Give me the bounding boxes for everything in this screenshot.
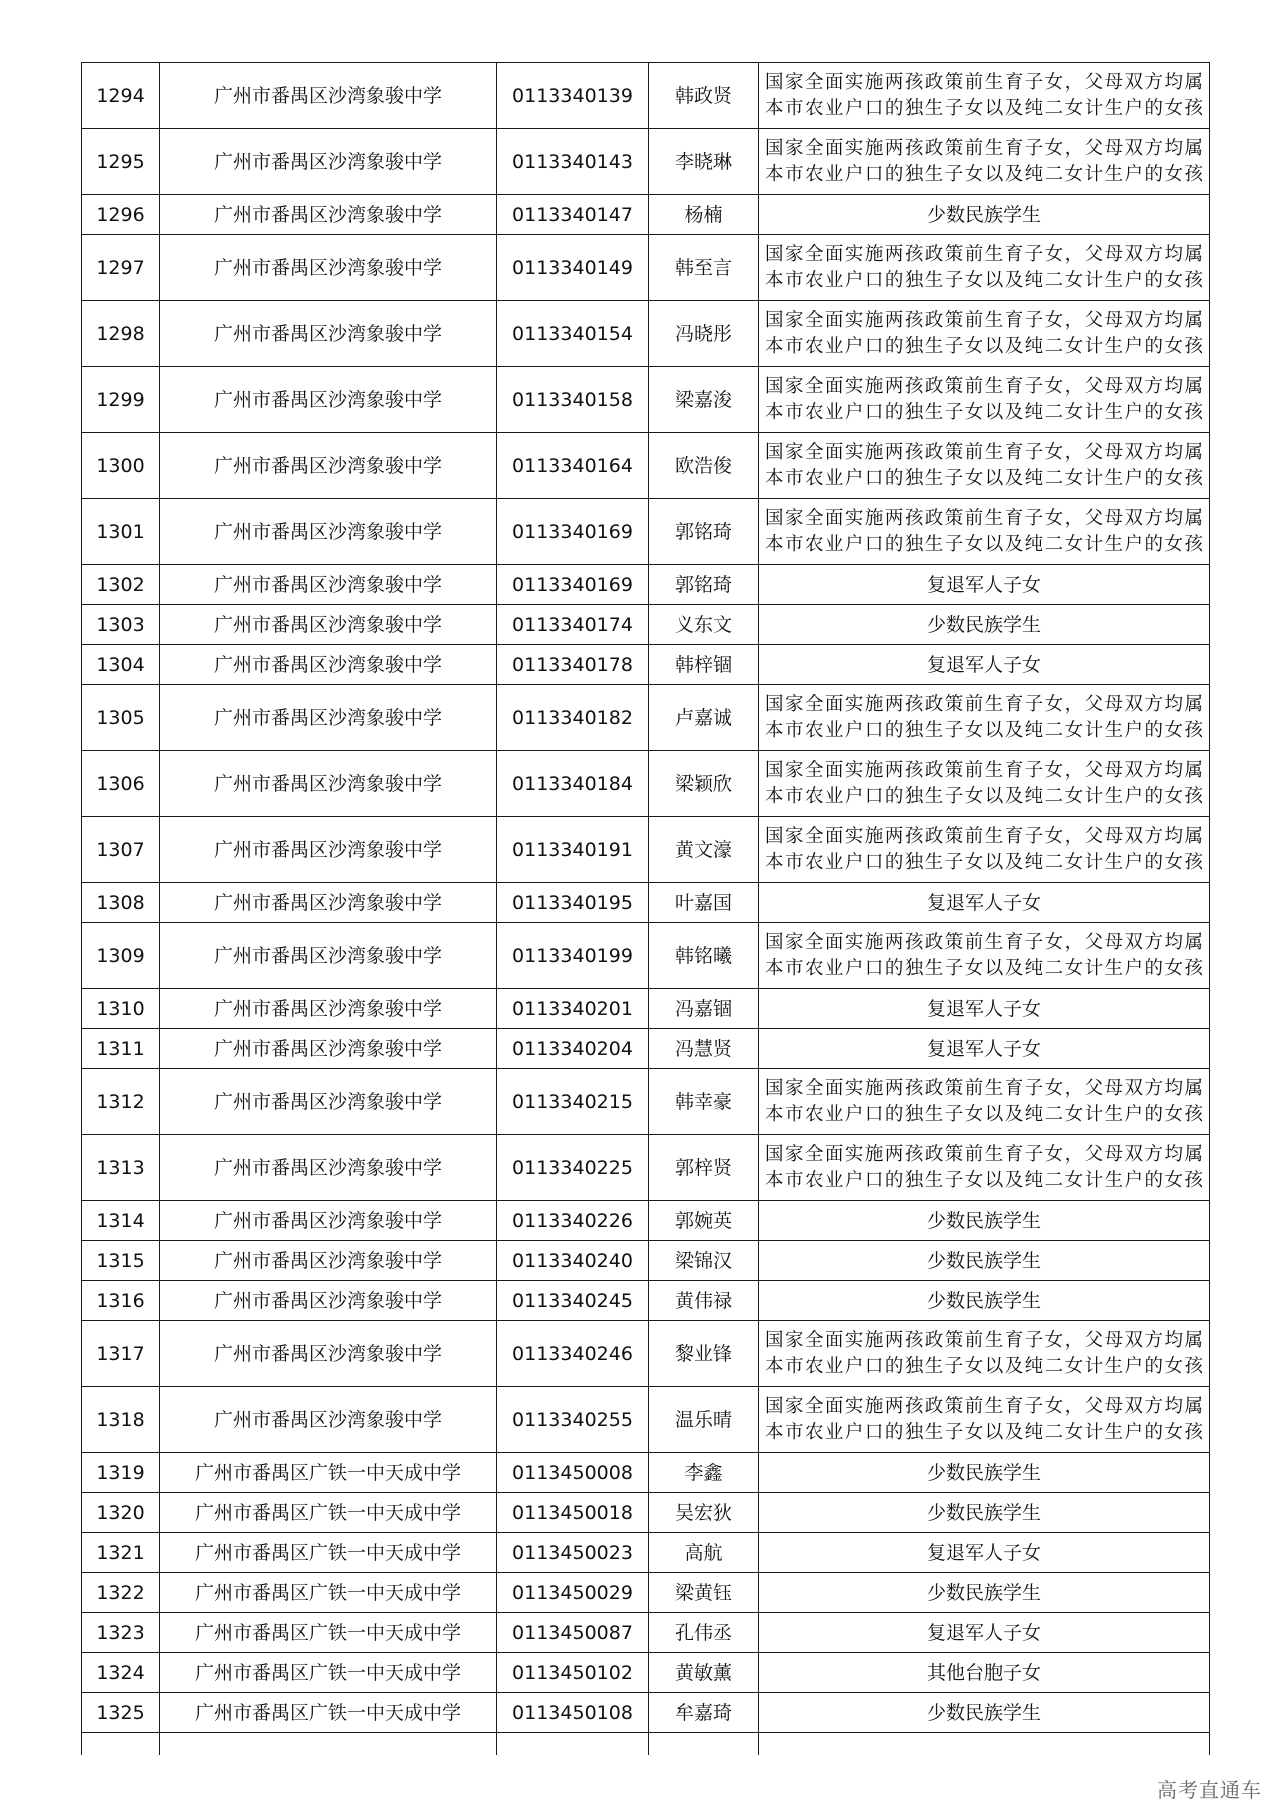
table-row — [82, 63, 1210, 129]
table-row — [82, 751, 1210, 817]
category-cell: 少数民族学生 — [759, 1241, 1210, 1281]
student-name-cell: 欧浩俊 — [649, 433, 759, 499]
school-name-cell: 广州市番禺区沙湾象骏中学 — [160, 235, 497, 301]
category-line-1: 国家全面实施两孩政策前生育子女，父母双方均属 — [765, 1143, 1203, 1165]
category-line-2: 本市农业户口的独生子女以及纯二女计生户的女孩 — [765, 1421, 1203, 1443]
empty-cell — [160, 1733, 497, 1756]
category-cell: 复退军人子女 — [759, 883, 1210, 923]
row-number-cell: 1303 — [82, 605, 160, 645]
row-number-cell: 1313 — [82, 1135, 160, 1201]
student-id-cell: 0113340178 — [497, 645, 649, 685]
school-name-cell: 广州市番禺区广铁一中天成中学 — [160, 1453, 497, 1493]
row-number-cell: 1319 — [82, 1453, 160, 1493]
table-row — [82, 367, 1210, 433]
student-name-cell: 李晓琳 — [649, 129, 759, 195]
student-id-cell: 0113340240 — [497, 1241, 649, 1281]
school-name-cell: 广州市番禺区沙湾象骏中学 — [160, 685, 497, 751]
row-number-cell: 1305 — [82, 685, 160, 751]
table-row — [82, 1281, 1210, 1321]
table-row — [82, 645, 1210, 685]
row-number-cell: 1309 — [82, 923, 160, 989]
student-id-cell: 0113340191 — [497, 817, 649, 883]
school-name-cell: 广州市番禺区沙湾象骏中学 — [160, 63, 497, 129]
student-id-cell: 0113340201 — [497, 989, 649, 1029]
category-cell: 复退军人子女 — [759, 1533, 1210, 1573]
category-line-2: 本市农业户口的独生子女以及纯二女计生户的女孩 — [765, 401, 1203, 423]
student-name-cell: 梁锦汉 — [649, 1241, 759, 1281]
row-number-cell: 1308 — [82, 883, 160, 923]
category-cell — [759, 301, 1210, 367]
category-line-2: 本市农业户口的独生子女以及纯二女计生户的女孩 — [765, 1103, 1203, 1125]
student-id-cell: 0113340139 — [497, 63, 649, 129]
table-row — [82, 1693, 1210, 1733]
category-line-1: 国家全面实施两孩政策前生育子女，父母双方均属 — [765, 375, 1203, 397]
table-row — [82, 1493, 1210, 1533]
category-cell: 复退军人子女 — [759, 1613, 1210, 1653]
student-name-cell: 郭铭琦 — [649, 565, 759, 605]
category-cell — [759, 1387, 1210, 1453]
student-name-cell: 郭铭琦 — [649, 499, 759, 565]
category-cell — [759, 1135, 1210, 1201]
empty-cell — [82, 1733, 160, 1756]
category-line-2: 本市农业户口的独生子女以及纯二女计生户的女孩 — [765, 1169, 1203, 1191]
table-row — [82, 195, 1210, 235]
row-number-cell: 1295 — [82, 129, 160, 195]
category-line-1: 国家全面实施两孩政策前生育子女，父母双方均属 — [765, 1329, 1203, 1351]
student-id-cell: 0113340154 — [497, 301, 649, 367]
school-name-cell: 广州市番禺区沙湾象骏中学 — [160, 883, 497, 923]
category-cell — [759, 1069, 1210, 1135]
category-cell: 复退军人子女 — [759, 645, 1210, 685]
student-id-cell: 0113340225 — [497, 1135, 649, 1201]
school-name-cell: 广州市番禺区沙湾象骏中学 — [160, 129, 497, 195]
table-row — [82, 1573, 1210, 1613]
table-row — [82, 817, 1210, 883]
school-name-cell: 广州市番禺区沙湾象骏中学 — [160, 1241, 497, 1281]
student-name-cell: 吴宏狄 — [649, 1493, 759, 1533]
school-name-cell: 广州市番禺区沙湾象骏中学 — [160, 499, 497, 565]
category-cell — [759, 235, 1210, 301]
student-id-cell: 0113340226 — [497, 1201, 649, 1241]
student-id-cell: 0113340246 — [497, 1321, 649, 1387]
empty-cell — [759, 1733, 1210, 1756]
category-line-1: 国家全面实施两孩政策前生育子女，父母双方均属 — [765, 1077, 1203, 1099]
row-number-cell: 1302 — [82, 565, 160, 605]
student-id-cell: 0113340215 — [497, 1069, 649, 1135]
row-number-cell: 1320 — [82, 1493, 160, 1533]
category-line-2: 本市农业户口的独生子女以及纯二女计生户的女孩 — [765, 97, 1203, 119]
table-row — [82, 129, 1210, 195]
category-line-2: 本市农业户口的独生子女以及纯二女计生户的女孩 — [765, 957, 1203, 979]
category-line-1: 国家全面实施两孩政策前生育子女，父母双方均属 — [765, 507, 1203, 529]
category-cell — [759, 685, 1210, 751]
category-cell — [759, 129, 1210, 195]
table-row — [82, 235, 1210, 301]
table-row — [82, 685, 1210, 751]
student-name-cell: 冯嘉锢 — [649, 989, 759, 1029]
student-id-cell: 0113450018 — [497, 1493, 649, 1533]
category-cell — [759, 433, 1210, 499]
row-number-cell: 1316 — [82, 1281, 160, 1321]
category-cell: 少数民族学生 — [759, 605, 1210, 645]
student-name-cell: 孔伟丞 — [649, 1613, 759, 1653]
student-name-cell: 黄伟禄 — [649, 1281, 759, 1321]
category-line-2: 本市农业户口的独生子女以及纯二女计生户的女孩 — [765, 163, 1203, 185]
row-number-cell: 1315 — [82, 1241, 160, 1281]
category-line-1: 国家全面实施两孩政策前生育子女，父母双方均属 — [765, 931, 1203, 953]
category-cell: 复退军人子女 — [759, 989, 1210, 1029]
category-line-2: 本市农业户口的独生子女以及纯二女计生户的女孩 — [765, 1355, 1203, 1377]
school-name-cell: 广州市番禺区沙湾象骏中学 — [160, 1387, 497, 1453]
row-number-cell: 1301 — [82, 499, 160, 565]
school-name-cell: 广州市番禺区沙湾象骏中学 — [160, 1201, 497, 1241]
student-name-cell: 梁嘉浚 — [649, 367, 759, 433]
table-row — [82, 923, 1210, 989]
school-name-cell: 广州市番禺区沙湾象骏中学 — [160, 1069, 497, 1135]
table-row — [82, 1321, 1210, 1387]
category-cell — [759, 817, 1210, 883]
school-name-cell: 广州市番禺区沙湾象骏中学 — [160, 1135, 497, 1201]
school-name-cell: 广州市番禺区沙湾象骏中学 — [160, 989, 497, 1029]
student-name-cell: 郭梓贤 — [649, 1135, 759, 1201]
student-id-cell: 0113340182 — [497, 685, 649, 751]
student-id-cell: 0113340199 — [497, 923, 649, 989]
school-name-cell: 广州市番禺区广铁一中天成中学 — [160, 1693, 497, 1733]
student-id-cell: 0113340158 — [497, 367, 649, 433]
student-id-cell: 0113450102 — [497, 1653, 649, 1693]
category-line-2: 本市农业户口的独生子女以及纯二女计生户的女孩 — [765, 269, 1203, 291]
category-cell — [759, 367, 1210, 433]
category-line-1: 国家全面实施两孩政策前生育子女，父母双方均属 — [765, 825, 1203, 847]
category-line-2: 本市农业户口的独生子女以及纯二女计生户的女孩 — [765, 335, 1203, 357]
table-row — [82, 499, 1210, 565]
student-name-cell: 冯慧贤 — [649, 1029, 759, 1069]
school-name-cell: 广州市番禺区广铁一中天成中学 — [160, 1573, 497, 1613]
table-row — [82, 565, 1210, 605]
category-line-1: 国家全面实施两孩政策前生育子女，父母双方均属 — [765, 441, 1203, 463]
student-name-cell: 黄文濠 — [649, 817, 759, 883]
category-cell: 少数民族学生 — [759, 1573, 1210, 1613]
school-name-cell: 广州市番禺区沙湾象骏中学 — [160, 605, 497, 645]
category-line-1: 国家全面实施两孩政策前生育子女，父母双方均属 — [765, 759, 1203, 781]
category-cell — [759, 499, 1210, 565]
table-row — [82, 1613, 1210, 1653]
student-name-cell: 韩至言 — [649, 235, 759, 301]
student-name-cell: 牟嘉琦 — [649, 1693, 759, 1733]
student-id-cell: 0113340245 — [497, 1281, 649, 1321]
category-line-1: 国家全面实施两孩政策前生育子女，父母双方均属 — [765, 243, 1203, 265]
table-row — [82, 1653, 1210, 1693]
row-number-cell: 1299 — [82, 367, 160, 433]
student-name-cell: 冯晓彤 — [649, 301, 759, 367]
row-number-cell: 1317 — [82, 1321, 160, 1387]
category-line-2: 本市农业户口的独生子女以及纯二女计生户的女孩 — [765, 785, 1203, 807]
school-name-cell: 广州市番禺区广铁一中天成中学 — [160, 1493, 497, 1533]
category-line-1: 国家全面实施两孩政策前生育子女，父母双方均属 — [765, 71, 1203, 93]
student-name-cell: 韩政贤 — [649, 63, 759, 129]
student-id-cell: 0113450008 — [497, 1453, 649, 1493]
roster-sheet — [81, 62, 1209, 1755]
student-id-cell: 0113340169 — [497, 565, 649, 605]
row-number-cell: 1312 — [82, 1069, 160, 1135]
school-name-cell: 广州市番禺区沙湾象骏中学 — [160, 1321, 497, 1387]
row-number-cell: 1321 — [82, 1533, 160, 1573]
student-id-cell: 0113340255 — [497, 1387, 649, 1453]
category-cell: 少数民族学生 — [759, 1453, 1210, 1493]
empty-cell — [649, 1733, 759, 1756]
row-number-cell: 1306 — [82, 751, 160, 817]
row-number-cell: 1298 — [82, 301, 160, 367]
category-line-2: 本市农业户口的独生子女以及纯二女计生户的女孩 — [765, 719, 1203, 741]
row-number-cell: 1311 — [82, 1029, 160, 1069]
row-number-cell: 1325 — [82, 1693, 160, 1733]
student-name-cell: 郭婉英 — [649, 1201, 759, 1241]
category-cell: 少数民族学生 — [759, 1201, 1210, 1241]
table-row — [82, 1029, 1210, 1069]
school-name-cell: 广州市番禺区沙湾象骏中学 — [160, 645, 497, 685]
table-row — [82, 1387, 1210, 1453]
category-cell: 少数民族学生 — [759, 1693, 1210, 1733]
student-name-cell: 韩梓锢 — [649, 645, 759, 685]
school-name-cell: 广州市番禺区沙湾象骏中学 — [160, 817, 497, 883]
student-name-cell: 韩幸豪 — [649, 1069, 759, 1135]
category-line-1: 国家全面实施两孩政策前生育子女，父母双方均属 — [765, 693, 1203, 715]
row-number-cell: 1304 — [82, 645, 160, 685]
student-name-cell: 韩铭曦 — [649, 923, 759, 989]
student-name-cell: 高航 — [649, 1533, 759, 1573]
student-id-cell: 0113340204 — [497, 1029, 649, 1069]
school-name-cell: 广州市番禺区沙湾象骏中学 — [160, 1281, 497, 1321]
category-line-2: 本市农业户口的独生子女以及纯二女计生户的女孩 — [765, 533, 1203, 555]
school-name-cell: 广州市番禺区沙湾象骏中学 — [160, 433, 497, 499]
roster-body — [82, 63, 1210, 1756]
roster-table — [81, 62, 1210, 1755]
school-name-cell: 广州市番禺区沙湾象骏中学 — [160, 751, 497, 817]
table-row — [82, 883, 1210, 923]
table-row — [82, 1241, 1210, 1281]
row-number-cell: 1307 — [82, 817, 160, 883]
table-row — [82, 1533, 1210, 1573]
row-number-cell: 1314 — [82, 1201, 160, 1241]
school-name-cell: 广州市番禺区沙湾象骏中学 — [160, 301, 497, 367]
table-row-partial — [82, 1733, 1210, 1756]
student-id-cell: 0113450108 — [497, 1693, 649, 1733]
student-id-cell: 0113450029 — [497, 1573, 649, 1613]
table-row — [82, 1453, 1210, 1493]
category-cell: 复退军人子女 — [759, 1029, 1210, 1069]
row-number-cell: 1294 — [82, 63, 160, 129]
student-name-cell: 卢嘉诚 — [649, 685, 759, 751]
school-name-cell: 广州市番禺区沙湾象骏中学 — [160, 923, 497, 989]
student-name-cell: 梁黄钰 — [649, 1573, 759, 1613]
category-cell — [759, 1321, 1210, 1387]
row-number-cell: 1296 — [82, 195, 160, 235]
student-name-cell: 义东文 — [649, 605, 759, 645]
row-number-cell: 1310 — [82, 989, 160, 1029]
category-cell — [759, 923, 1210, 989]
category-cell — [759, 751, 1210, 817]
empty-cell — [497, 1733, 649, 1756]
watermark-text: 高考直通车 — [1157, 1778, 1262, 1802]
student-name-cell: 黎业锋 — [649, 1321, 759, 1387]
school-name-cell: 广州市番禺区沙湾象骏中学 — [160, 195, 497, 235]
category-line-1: 国家全面实施两孩政策前生育子女，父母双方均属 — [765, 137, 1203, 159]
student-id-cell: 0113340184 — [497, 751, 649, 817]
table-row — [82, 1135, 1210, 1201]
row-number-cell: 1324 — [82, 1653, 160, 1693]
school-name-cell: 广州市番禺区广铁一中天成中学 — [160, 1653, 497, 1693]
category-cell: 少数民族学生 — [759, 195, 1210, 235]
school-name-cell: 广州市番禺区沙湾象骏中学 — [160, 367, 497, 433]
table-row — [82, 301, 1210, 367]
school-name-cell: 广州市番禺区沙湾象骏中学 — [160, 565, 497, 605]
row-number-cell: 1322 — [82, 1573, 160, 1613]
category-line-1: 国家全面实施两孩政策前生育子女，父母双方均属 — [765, 1395, 1203, 1417]
table-row — [82, 989, 1210, 1029]
student-id-cell: 0113340174 — [497, 605, 649, 645]
student-id-cell: 0113450087 — [497, 1613, 649, 1653]
student-id-cell: 0113450023 — [497, 1533, 649, 1573]
student-id-cell: 0113340149 — [497, 235, 649, 301]
student-name-cell: 温乐晴 — [649, 1387, 759, 1453]
school-name-cell: 广州市番禺区广铁一中天成中学 — [160, 1613, 497, 1653]
table-row — [82, 605, 1210, 645]
row-number-cell: 1300 — [82, 433, 160, 499]
table-row — [82, 1201, 1210, 1241]
student-name-cell: 李鑫 — [649, 1453, 759, 1493]
student-id-cell: 0113340143 — [497, 129, 649, 195]
category-line-1: 国家全面实施两孩政策前生育子女，父母双方均属 — [765, 309, 1203, 331]
table-row — [82, 433, 1210, 499]
table-row — [82, 1069, 1210, 1135]
student-name-cell: 黄敏薰 — [649, 1653, 759, 1693]
student-name-cell: 杨楠 — [649, 195, 759, 235]
student-id-cell: 0113340195 — [497, 883, 649, 923]
row-number-cell: 1323 — [82, 1613, 160, 1653]
category-cell: 少数民族学生 — [759, 1493, 1210, 1533]
student-id-cell: 0113340169 — [497, 499, 649, 565]
category-cell: 其他台胞子女 — [759, 1653, 1210, 1693]
student-name-cell: 叶嘉国 — [649, 883, 759, 923]
category-line-2: 本市农业户口的独生子女以及纯二女计生户的女孩 — [765, 467, 1203, 489]
category-cell: 复退军人子女 — [759, 565, 1210, 605]
student-id-cell: 0113340164 — [497, 433, 649, 499]
category-cell: 少数民族学生 — [759, 1281, 1210, 1321]
school-name-cell: 广州市番禺区广铁一中天成中学 — [160, 1533, 497, 1573]
student-name-cell: 梁颖欣 — [649, 751, 759, 817]
category-line-2: 本市农业户口的独生子女以及纯二女计生户的女孩 — [765, 851, 1203, 873]
category-cell — [759, 63, 1210, 129]
student-id-cell: 0113340147 — [497, 195, 649, 235]
row-number-cell: 1297 — [82, 235, 160, 301]
row-number-cell: 1318 — [82, 1387, 160, 1453]
school-name-cell: 广州市番禺区沙湾象骏中学 — [160, 1029, 497, 1069]
